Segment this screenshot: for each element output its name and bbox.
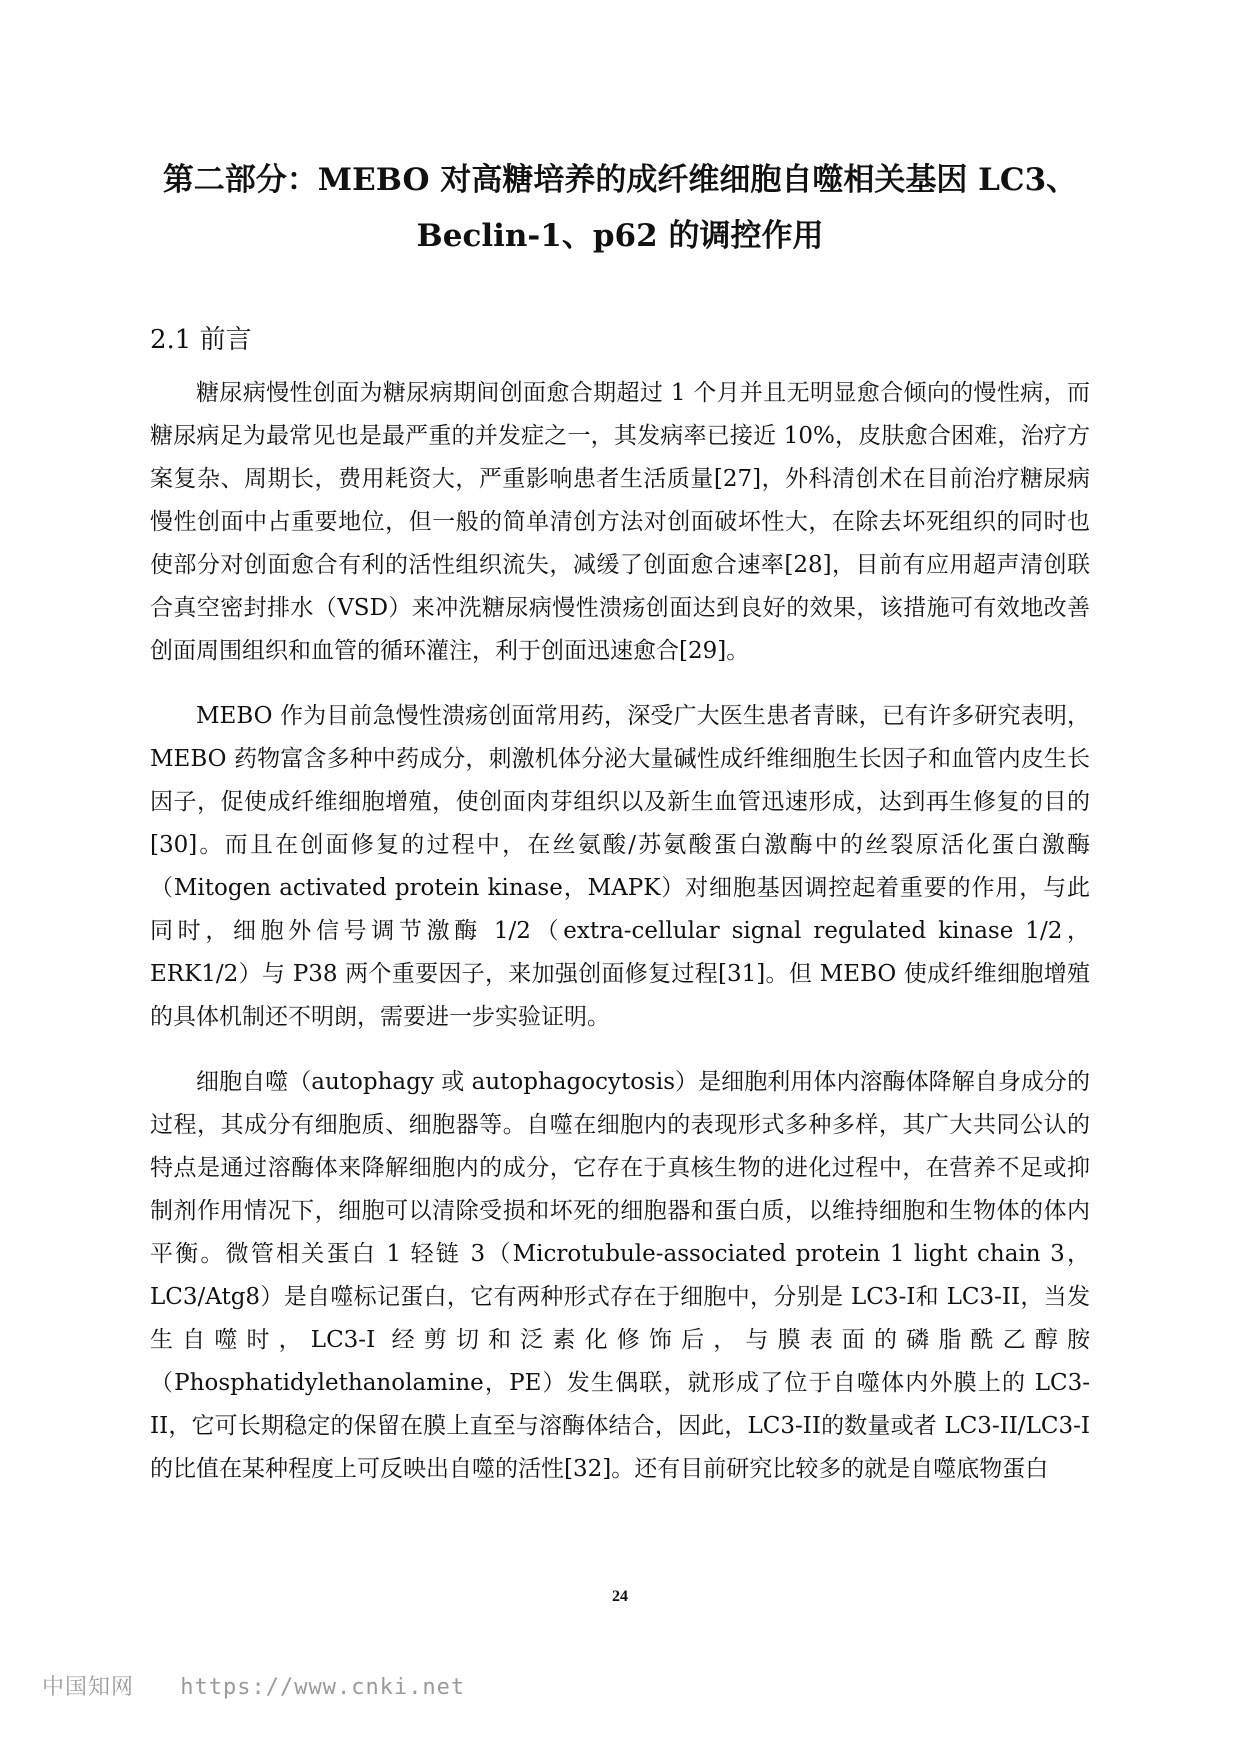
paragraph-2: MEBO 作为目前急慢性溃疡创面常用药，深受广大医生患者青睐，已有许多研究表明，MEBO 药物富含多种中药成分，刺激机体分泌大量碱性成纤维细胞生长因子和血管内皮生长因子，促使成纤维细胞增殖，使创面肉芽组织以及新生血管迅速形成，达到再生修复的目的[30]。而且在创面修复的过程中，在丝氨酸/苏氨酸蛋白激酶中的丝裂原活化蛋白激酶（Mitogen activated protein kinase，MAPK）对细胞基因调控起着重要的作用，与此同时，细胞外信号调节激酶 1/2（extra-cellular signal regulated kinase 1/2，ERK1/2）与 P38 两个重要因子，来加强创面修复过程[31]。但 MEBO 使成纤维细胞增殖的具体机制还不明朗，需要进一步实验证明。: [150, 703, 1090, 1030]
watermark-url: https://www.cnki.net: [180, 1675, 466, 1700]
section-heading: 2.1 前言: [150, 325, 252, 355]
page-number: 24: [612, 1588, 628, 1605]
paragraph-1: 糖尿病慢性创面为糖尿病期间创面愈合期超过 1 个月并且无明显愈合倾向的慢性病，而糖尿病足为最常见也是最严重的并发症之一，其发病率已接近 10%，皮肤愈合困难，治疗方案复杂、周期长，费用耗资大，严重影响患者生活质量[27]，外科清创术在目前治疗糖尿病慢性创面中占重要地位，但一般的简单清创方法对创面破坏性大，在除去坏死组织的同时也使部分对创面愈合有利的活性组织流失，减缓了创面愈合速率[28]，目前有应用超声清创联合真空密封排水（VSD）来冲洗糖尿病慢性溃疡创面达到良好的效果，该措施可有效地改善创面周围组织和血管的循环灌注，利于创面迅速愈合[29]。: [150, 380, 1090, 664]
title-line-1: 第二部分：MEBO 对高糖培养的成纤维细胞自噬相关基因 LC3、: [162, 162, 1078, 198]
title-line-2: Beclin-1、p62 的调控作用: [416, 218, 824, 254]
page-title: [140, 152, 1100, 264]
watermark: [42, 1670, 465, 1701]
paragraph-3: 细胞自噬（autophagy 或 autophagocytosis）是细胞利用体内溶酶体降解自身成分的过程，其成分有细胞质、细胞器等。自噬在细胞内的表现形式多种多样，其广大共同公认的特点是通过溶酶体来降解细胞内的成分，它存在于真核生物的进化过程中，在营养不足或抑制剂作用情况下，细胞可以清除受损和坏死的细胞器和蛋白质，以维持细胞和生物体的体内平衡。微管相关蛋白 1 轻链 3（Microtubule-associated protein 1 light chain 3，LC3/Atg8）是自噬标记蛋白，它有两种形式存在于细胞中，分别是 LC3-I和 LC3-II，当发生自噬时，LC3-I 经剪切和泛素化修饰后，与膜表面的磷脂酰乙醇胺（Phosphatidylethanolamine，PE）发生偶联，就形成了位于自噬体内外膜上的 LC3-II，它可长期稳定的保留在膜上直至与溶酶体结合，因此，LC3-II的数量或者 LC3-II/LC3-I的比值在某种程度上可反映出自噬的活性[32]。还有目前研究比较多的就是自噬底物蛋白: [150, 1069, 1090, 1482]
body-text: [150, 372, 1090, 1513]
watermark-brand: 中国知网: [42, 1675, 135, 1700]
